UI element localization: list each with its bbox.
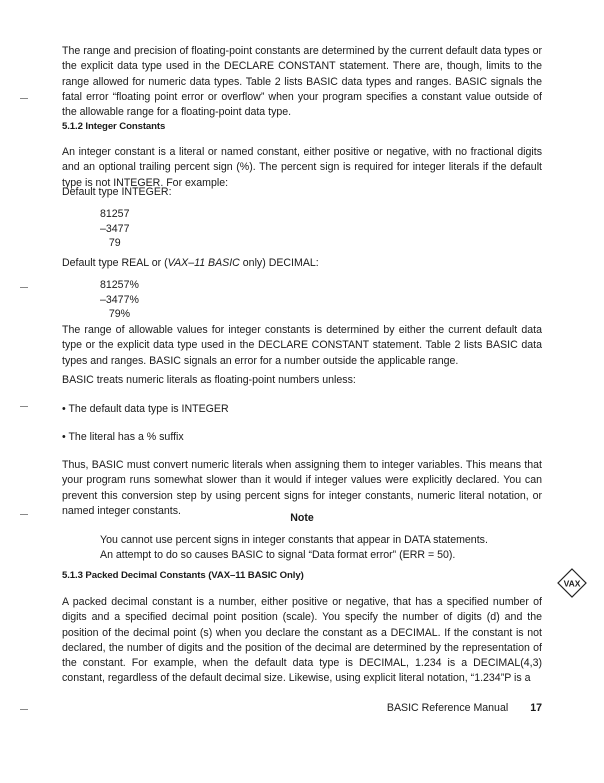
margin-mark bbox=[20, 707, 28, 710]
paragraph-conversion: Thus, BASIC must convert numeric literals when assigning them to integer variables. This means that your program runs somewhat slower than it would if integer values were explicitly declared. You can prevent this conversion step by using percent signs for integer constants, numeric literal notation, or named integer constants. bbox=[62, 459, 542, 517]
label-italic: VAX–11 BASIC bbox=[167, 257, 240, 269]
page-footer bbox=[387, 702, 542, 714]
paragraph-packed-decimal: A packed decimal constant is a number, either positive or negative, that has a specified number of digits and a specified decimal point position (scale). You specify the number of digits (d) and the position of the decimal point (s) when you declare the constant as a DECIMAL. If the constant is not declared, the number of digits and the position of the decimal are determined by the representation of the constant. For example, when the default data type is DECIMAL, 1.234 is a DECIMAL(4,3) constant, regardless of the default decimal size. Likewise, using explicit literal notation, “1.234”P is a bbox=[62, 596, 542, 685]
note-body: You cannot use percent signs in integer constants that appear in DATA statements. An attempt to do so causes BASIC to signal “Data format error” (ERR = 50). bbox=[100, 534, 488, 562]
margin-mark bbox=[20, 96, 28, 99]
margin-mark bbox=[20, 404, 28, 407]
example-value: 79 bbox=[100, 237, 121, 249]
example-value: 79% bbox=[100, 308, 131, 320]
example-value: –3477% bbox=[100, 293, 139, 306]
label-default-integer: Default type INTEGER: bbox=[62, 186, 172, 198]
margin-mark bbox=[20, 512, 28, 515]
paragraph-integer-range: The range of allowable values for integer constants is determined by either the current default data type or the explicit data type used in the DECLARE CONSTANT statement. Table 2 lists BASIC data types and ranges. BASIC signals an error for a number outside the applicable range. bbox=[62, 324, 542, 367]
example-value: 81257% bbox=[100, 279, 139, 291]
vax-badge-label: VAX bbox=[563, 578, 581, 589]
example-value: 81257 bbox=[100, 208, 130, 220]
paragraph-float-range: The range and precision of floating-point constants are determined by the current default data types or the explicit data type used in the DECLARE CONSTANT statement. There are, though, limits to the range allowed for numeric data types. Table 2 lists BASIC data types and ranges. BASIC signals the fatal error “floating point error or overflow” when your program specifies a constant value outside of the allowable range for a floating-point data type. bbox=[62, 45, 542, 119]
heading-packed-decimal: 5.1.3 Packed Decimal Constants (VAX–11 BASIC Only) bbox=[62, 570, 304, 581]
bullet-item: • The literal has a % suffix bbox=[62, 431, 184, 443]
note-title: Note bbox=[290, 512, 314, 524]
bullet-item: • The default data type is INTEGER bbox=[62, 403, 229, 415]
label-text: Default type REAL or ( bbox=[62, 257, 168, 269]
paragraph-treats-literals: BASIC treats numeric literals as floating-point numbers unless: bbox=[62, 374, 356, 386]
page-number: 17 bbox=[530, 702, 542, 714]
real-examples bbox=[100, 278, 139, 322]
margin-mark bbox=[20, 285, 28, 288]
label-text: only) DECIMAL: bbox=[239, 257, 319, 269]
integer-examples bbox=[100, 207, 129, 251]
label-default-real bbox=[62, 256, 319, 271]
example-value: –3477 bbox=[100, 222, 130, 235]
footer-title: BASIC Reference Manual bbox=[386, 702, 509, 714]
heading-integer-constants: 5.1.2 Integer Constants bbox=[62, 121, 166, 132]
paragraph-integer-intro: An integer constant is a literal or named constant, either positive or negative, with no fractional digits and an optional trailing percent sign (%). The percent sign is required for integer literals if the default type is not INTEGER. For example: bbox=[62, 146, 542, 189]
vax-diamond-icon bbox=[557, 568, 587, 598]
